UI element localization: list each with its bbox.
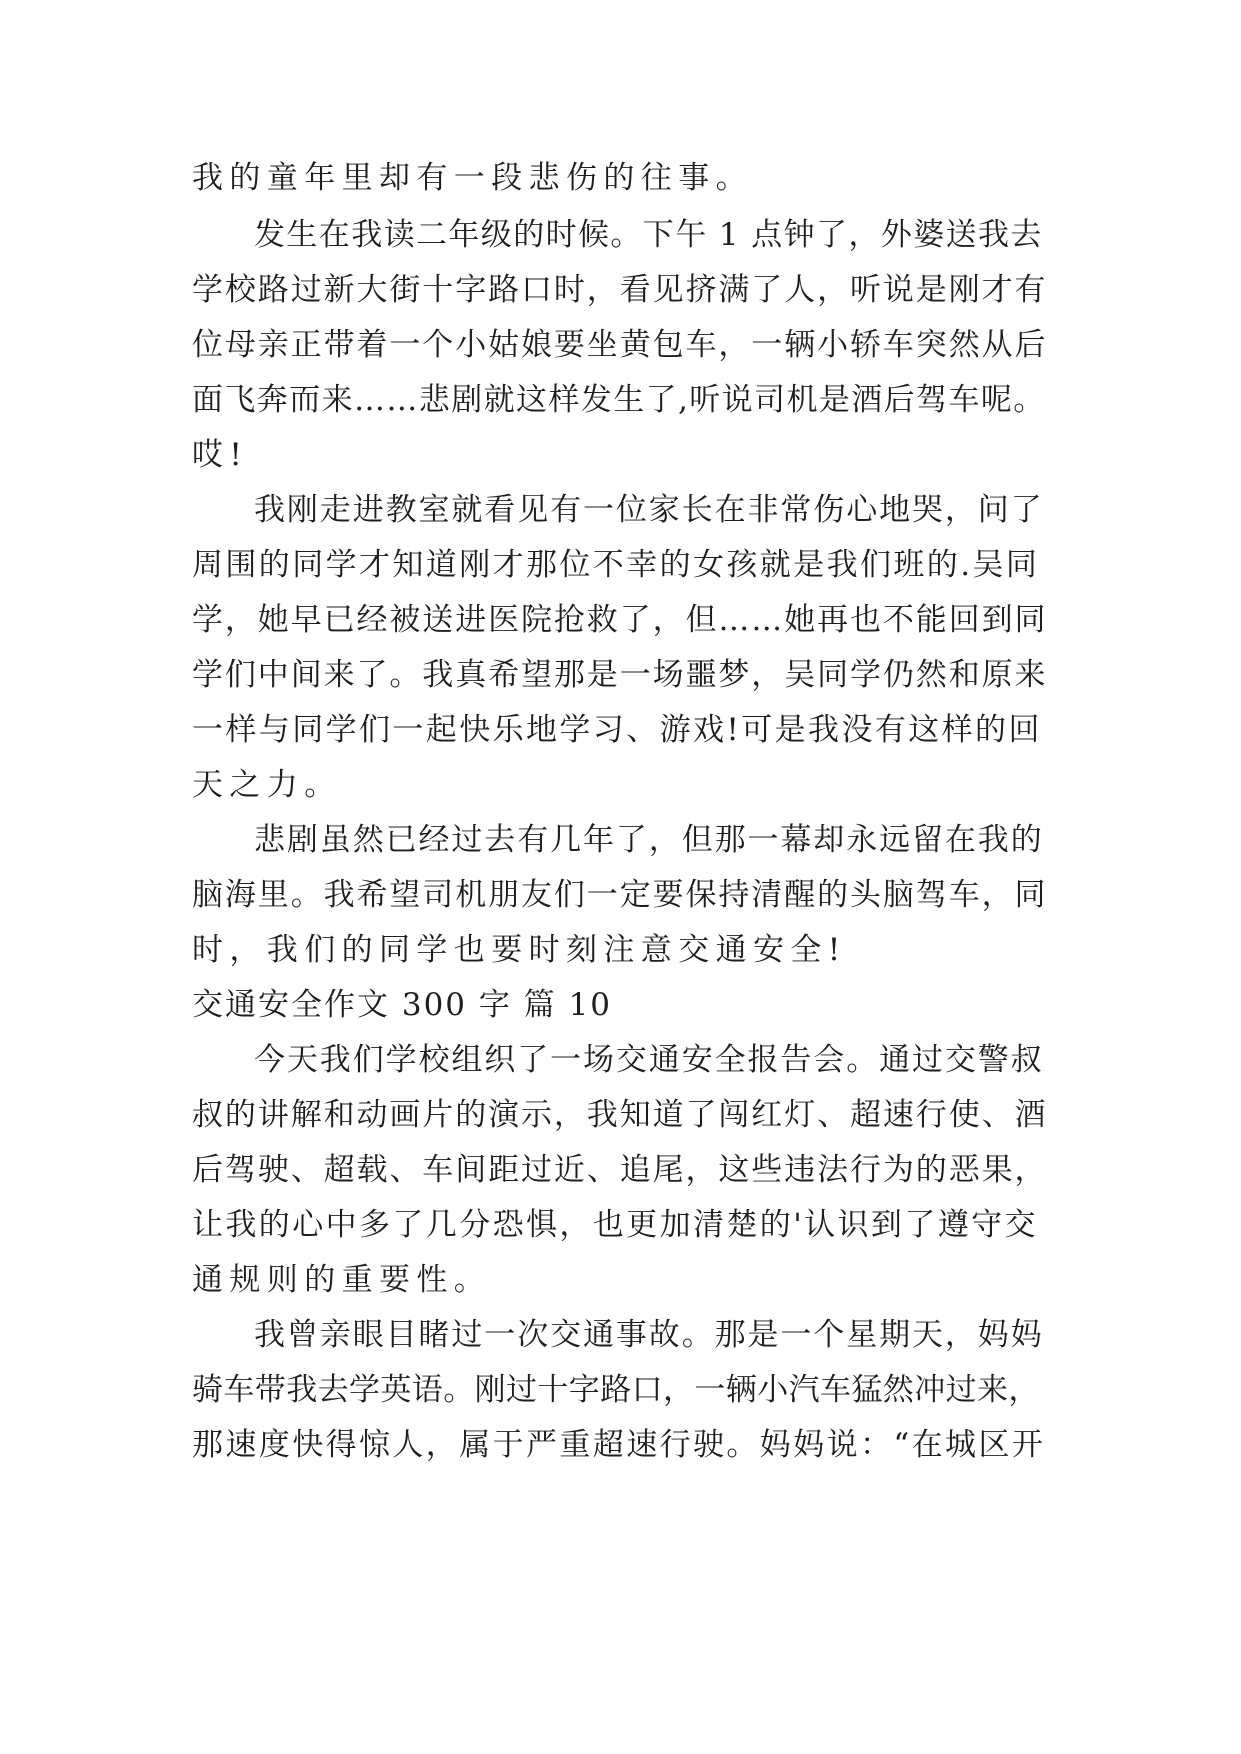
paragraph-line: 后驾驶、超载、车间距过近、追尾，这些违法行为的恶果， [192, 1152, 1048, 1188]
paragraph-line: 让我的心中多了几分恐惧，也更加清楚的'认识到了遵守交 [192, 1207, 1038, 1243]
paragraph-line: 学，她早已经被送进医院抢救了，但……她再也不能回到同 [192, 602, 1048, 638]
paragraph-line: 学们中间来了。我真希望那是一场噩梦，吴同学仍然和原来 [192, 657, 1048, 693]
paragraph-line: 脑海里。我希望司机朋友们一定要保持清醒的头脑驾车，同 [192, 877, 1048, 913]
paragraph-line: 哎! [192, 437, 249, 473]
paragraph-line: 时，我们的同学也要时刻注意交通安全! [192, 932, 847, 968]
paragraph-line: 周围的同学才知道刚才那位不幸的女孩就是我们班的.吴同 [192, 547, 1040, 583]
paragraph-line: 我刚走进教室就看见有一位家长在非常伤心地哭，问了 [254, 492, 1044, 528]
paragraph-line: 骑车带我去学英语。刚过十字路口，一辆小汽车猛然冲过来， [192, 1372, 1040, 1408]
paragraph-line: 通规则的重要性。 [192, 1262, 492, 1298]
paragraph-line: 位母亲正带着一个小姑娘要坐黄包车，一辆小轿车突然从后 [192, 327, 1048, 363]
paragraph-line: 一样与同学们一起快乐地学习、游戏!可是我没有这样的回 [192, 712, 1042, 748]
paragraph-line: 今天我们学校组织了一场交通安全报告会。通过交警叔 [254, 1042, 1044, 1078]
section-heading: 交通安全作文 300 字 篇 10 [192, 987, 613, 1023]
paragraph-line: 天之力。 [192, 767, 342, 803]
paragraph-line: 我的童年里却有一段悲伤的往事。 [192, 160, 753, 196]
paragraph-line: 那速度快得惊人，属于严重超速行驶。妈妈说：“在城区开 [192, 1427, 1046, 1463]
paragraph-line: 面飞奔而来……悲剧就这样发生了,听说司机是酒后驾车呢。 [192, 382, 1046, 418]
paragraph-line: 发生在我读二年级的时候。下午 1 点钟了，外婆送我去 [254, 217, 1043, 253]
paragraph-line: 我曾亲眼目睹过一次交通事故。那是一个星期天，妈妈 [254, 1317, 1044, 1353]
paragraph-line: 悲剧虽然已经过去有几年了，但那一幕却永远留在我的 [254, 822, 1044, 858]
paragraph-line: 学校路过新大街十字路口时，看见挤满了人，听说是刚才有 [192, 272, 1048, 308]
paragraph-line: 叔的讲解和动画片的演示，我知道了闯红灯、超速行使、酒 [192, 1097, 1048, 1133]
